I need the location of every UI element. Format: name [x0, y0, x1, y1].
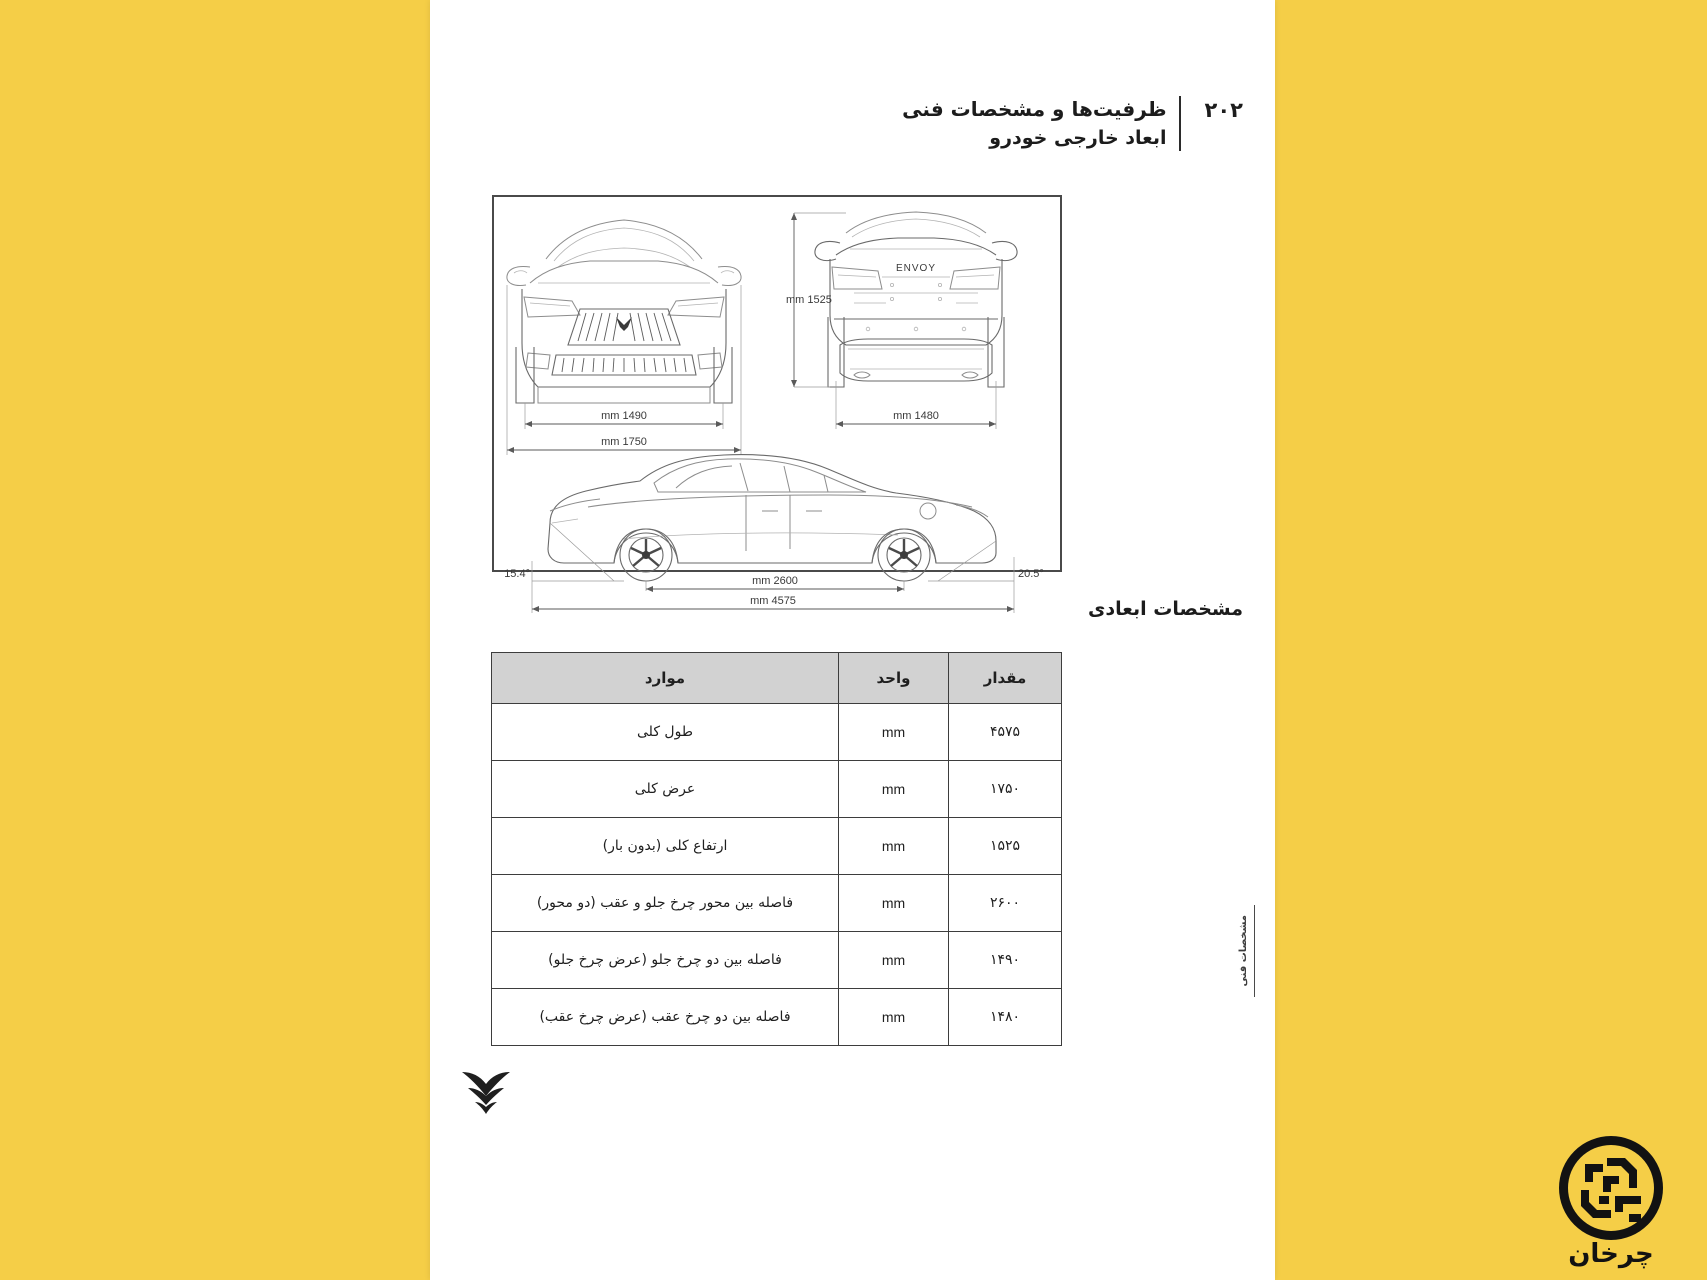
cell-value: ۱۷۵۰: [949, 761, 1062, 818]
dimension-spec-table: [491, 652, 1062, 1046]
cell-item: فاصله بین محور چرخ جلو و عقب (دو محور): [492, 875, 839, 932]
table-header-value: مقدار: [949, 653, 1062, 704]
table-row: [492, 989, 1062, 1046]
cell-unit: mm: [839, 818, 949, 875]
page-number: ۲۰۲: [1204, 98, 1243, 122]
table-row: [492, 818, 1062, 875]
rear-track-dimension: [836, 381, 996, 429]
cell-unit: mm: [839, 932, 949, 989]
table-row: [492, 875, 1062, 932]
front-track-dimension: [525, 403, 723, 429]
charkhan-watermark-logo: [1545, 1130, 1677, 1272]
overall-length-label: 4575 mm: [750, 595, 796, 607]
front-view-drawing: [507, 220, 741, 455]
page-subtitle: ابعاد خارجی خودرو: [989, 127, 1167, 149]
table-row: [492, 761, 1062, 818]
cell-item: فاصله بین دو چرخ جلو (عرض چرخ جلو): [492, 932, 839, 989]
overall-height-dimension: [786, 213, 846, 387]
side-section-tab: [1238, 905, 1256, 997]
page-header: [902, 96, 1243, 151]
diagram-svg: [494, 197, 1060, 607]
page-title: ظرفیت‌ها و مشخصات فنی: [902, 97, 1167, 121]
departure-angle-label: 20.5°: [1018, 568, 1044, 580]
side-tab-label: مشخصات فنی: [1237, 915, 1249, 987]
overall-width-label: 1750 mm: [601, 436, 647, 448]
wheelbase-label: 2600 mm: [752, 575, 798, 587]
departure-angle-annotation: [928, 541, 1044, 581]
table-header-row: [492, 653, 1062, 704]
cell-value: ۱۴۹۰: [949, 932, 1062, 989]
rear-track-label: 1480 mm: [893, 410, 939, 422]
chevron-logo-svg: [458, 1062, 514, 1118]
side-tab-divider: [1254, 905, 1256, 997]
cell-value: ۲۶۰۰: [949, 875, 1062, 932]
rear-view-drawing: [786, 212, 1017, 429]
header-divider: [1179, 96, 1181, 151]
cell-unit: mm: [839, 704, 949, 761]
rear-badge-text: ENVOY: [895, 263, 937, 274]
overall-height-label: 1525 mm: [786, 294, 832, 306]
cell-value: ۱۴۸۰: [949, 989, 1062, 1046]
cell-unit: mm: [839, 875, 949, 932]
cell-unit: mm: [839, 761, 949, 818]
charkhan-logo-svg: [1545, 1130, 1677, 1272]
brand-chevron-icon: [458, 1062, 514, 1118]
approach-angle-label: 15.4°: [504, 568, 530, 580]
cell-item: فاصله بین دو چرخ عقب (عرض چرخ عقب): [492, 989, 839, 1046]
table-row: [492, 704, 1062, 761]
table-header-item: موارد: [492, 653, 839, 704]
cell-item: طول کلی: [492, 704, 839, 761]
cell-value: ۴۵۷۵: [949, 704, 1062, 761]
cell-item: ارتفاع کلی (بدون بار): [492, 818, 839, 875]
cell-item: عرض کلی: [492, 761, 839, 818]
section-heading: مشخصات ابعادی: [1087, 598, 1243, 620]
table-row: [492, 932, 1062, 989]
approach-angle-annotation: [504, 523, 624, 581]
side-view-drawing: [504, 455, 1044, 613]
table-header-unit: واحد: [839, 653, 949, 704]
charkhan-wordmark: چرخان: [1568, 1239, 1654, 1269]
cell-unit: mm: [839, 989, 949, 1046]
wheelbase-dimension: [646, 575, 904, 592]
front-track-label: 1490 mm: [601, 410, 647, 422]
header-titles: [902, 96, 1166, 151]
dimension-spec-table-wrapper: [492, 652, 1062, 1046]
vehicle-dimension-diagram: [492, 195, 1062, 607]
page-sheet: [430, 0, 1275, 1280]
cell-value: ۱۵۲۵: [949, 818, 1062, 875]
